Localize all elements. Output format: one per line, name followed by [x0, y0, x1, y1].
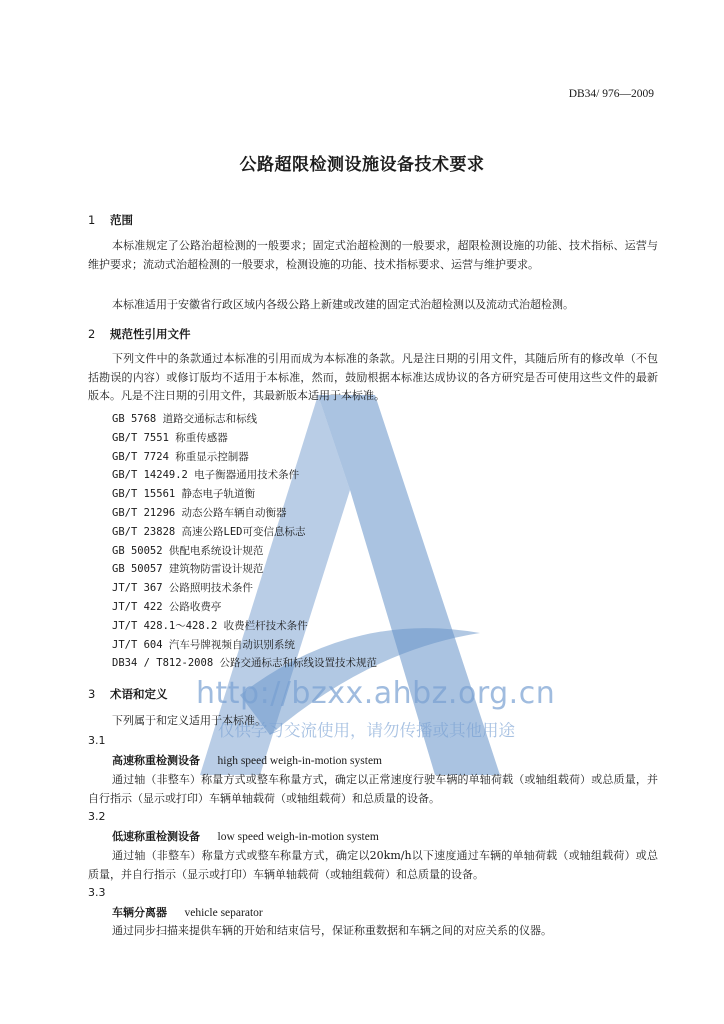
term-heading [112, 752, 382, 768]
term-chinese: 车辆分离器 [112, 906, 167, 919]
reference-item: GB 50052 供配电系统设计规范 [112, 544, 264, 557]
reference-item: GB/T 14249.2 电子衡器通用技术条件 [112, 469, 300, 482]
section-3-heading [88, 686, 168, 702]
section-title: 术语和定义 [110, 687, 168, 701]
section-number: 2 [88, 327, 96, 341]
reference-item: JT/T 428.1～428.2 收费栏杆技术条件 [112, 619, 308, 632]
reference-item: GB/T 21296 动态公路车辆自动衡器 [112, 506, 287, 519]
term-heading [112, 828, 379, 844]
section-title: 规范性引用文件 [110, 327, 191, 341]
term-english: low speed weigh-in-motion system [217, 831, 379, 843]
term-english: high speed weigh-in-motion system [217, 755, 382, 767]
reference-item: GB 5768 道路交通标志和标线 [112, 413, 258, 425]
reference-item: GB/T 7724 称重显示控制器 [112, 450, 249, 463]
term-chinese: 高速称重检测设备 [112, 754, 200, 767]
reference-item: GB/T 15561 静态电子轨道衡 [112, 488, 256, 501]
reference-item: JT/T 367 公路照明技术条件 [112, 582, 253, 595]
section-title: 范围 [110, 213, 134, 227]
reference-item: GB 50057 建筑物防雷设计规范 [112, 563, 264, 576]
section-3-intro: 下列属于和定义适用于本标准。 [112, 714, 266, 727]
watermark-url: http://bzxx.ahbz.org.cn [196, 676, 556, 711]
reference-item: JT/T 422 公路收费亭 [112, 600, 222, 613]
section-number: 1 [88, 213, 96, 227]
term-definition: 通过同步扫描来提供车辆的开始和结束信号，保证称重数据和车辆之间的对应关系的仪器。 [112, 924, 552, 937]
section-number: 3 [88, 687, 96, 701]
normative-references-list [112, 410, 377, 673]
term-chinese: 低速称重检测设备 [112, 830, 200, 843]
term-heading [112, 904, 263, 920]
reference-item: GB/T 7551 称重传感器 [112, 431, 228, 444]
reference-item: DB34 / T812-2008 公路交通标志和标线设置技术规范 [112, 657, 377, 670]
document-title: 公路超限检测设施设备技术要求 [239, 155, 485, 175]
clause-number: 3.2 [88, 810, 106, 823]
section-1-heading [88, 212, 133, 228]
reference-item: GB/T 23828 高速公路LED可变信息标志 [112, 525, 306, 538]
document-code: DB34/ 976—2009 [568, 88, 654, 100]
section-1-paragraph-1: 本标准规定了公路治超检测的一般要求；固定式治超检测的一般要求，超限检测设施的功能、技术指标、运营与维护要求；流动式治超检测的一般要求，检测设施的功能、技术指标要求、运营与维护要求。 [88, 239, 658, 271]
term-definition: 通过轴（非整车）称量方式或整车称量方式，确定以20km/h以下速度通过车辆的单轴荷载（或轴组载荷）或总质量，并自行指示（显示或打印）车辆单轴载荷（或轴组载荷）和总质量的设备。 [88, 849, 658, 881]
section-2-intro: 下列文件中的条款通过本标准的引用而成为本标准的条款。凡是注日期的引用文件，其随后所有的修改单（不包括勘误的内容）或修订版均不适用于本标准，然而，鼓励根据本标准达成协议的各方研究是否可使用这些文件的最新版本。凡是不注日期的引用文件，其最新版本适用于本标准。 [88, 352, 658, 402]
section-1-paragraph-2: 本标准适用于安徽省行政区域内各级公路上新建或改建的固定式治超检测以及流动式治超检测。 [112, 298, 574, 311]
reference-item: JT/T 604 汽车号牌视频自动识别系统 [112, 638, 295, 651]
watermark-note: 仅供学习交流使用，请勿传播或其他用途 [218, 721, 515, 740]
section-2-heading [88, 326, 191, 342]
term-english: vehicle separator [184, 907, 263, 919]
clause-number: 3.3 [88, 886, 106, 899]
clause-number: 3.1 [88, 734, 106, 747]
term-definition: 通过轴（非整车）称量方式或整车称量方式，确定以正常速度行驶车辆的单轴荷载（或轴组载荷）或总质量，并自行指示（显示或打印）车辆单轴载荷（或轴组载荷）和总质量的设备。 [88, 773, 658, 805]
